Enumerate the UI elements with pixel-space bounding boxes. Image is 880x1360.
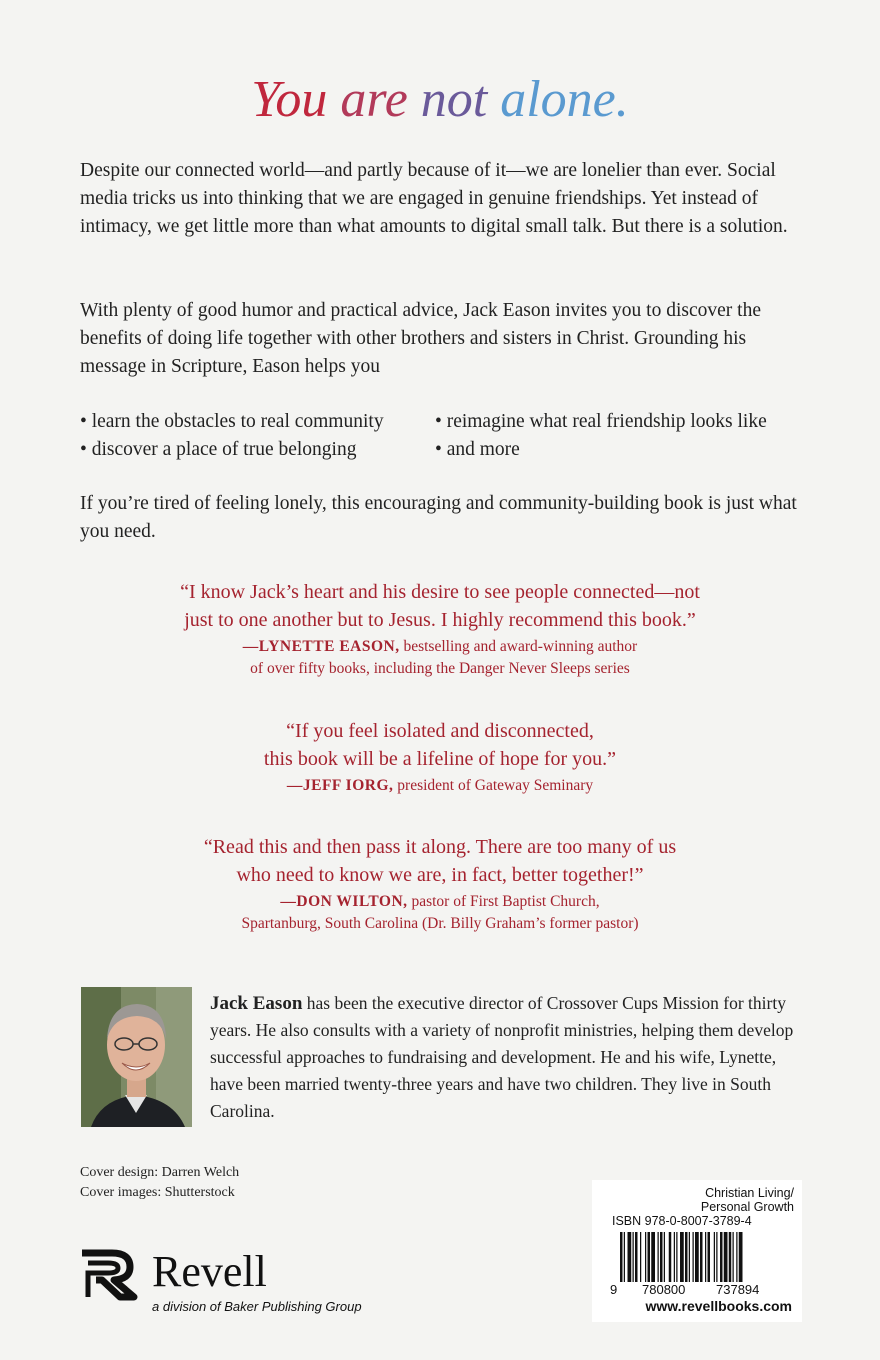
barcode-bar <box>733 1232 734 1282</box>
endorser-name: —JEFF IORG, <box>286 777 394 794</box>
barcode-bar <box>700 1232 703 1282</box>
barcode-bar <box>645 1232 646 1282</box>
endorsement-3 <box>0 833 880 935</box>
barcode-bar <box>736 1232 737 1282</box>
barcode-bar <box>628 1232 632 1282</box>
endorsement-attribution-line2: of over fifty books, including the Danger Never Sleeps series <box>250 660 630 677</box>
barcode-panel <box>592 1180 802 1322</box>
barcode-bar <box>695 1232 699 1282</box>
barcode-bar <box>658 1232 659 1282</box>
publisher-subtitle: a division of Baker Publishing Group <box>152 1299 362 1314</box>
endorsement-quote-line: “Read this and then pass it along. There are too many of us <box>203 836 677 858</box>
barcode-bar <box>680 1232 684 1282</box>
barcode-bar <box>689 1232 690 1282</box>
barcode-bar <box>693 1232 694 1282</box>
barcode-bar <box>676 1232 677 1282</box>
publisher-logo <box>78 1245 378 1325</box>
barcode-bar <box>708 1232 711 1282</box>
endorser-name: —LYNETTE EASON, <box>242 638 400 655</box>
headline-word-are: are <box>340 71 408 128</box>
book-category: Christian Living/ Personal Growth <box>700 1186 794 1214</box>
barcode-bar <box>620 1232 623 1282</box>
headline <box>0 70 880 130</box>
barcode-bar <box>739 1232 743 1282</box>
cover-design-credit: Cover design: Darren Welch <box>80 1165 240 1180</box>
barcode-bar <box>669 1232 672 1282</box>
barcode-digits: 780800 <box>642 1282 686 1296</box>
bullet-item: • reimagine what real friendship looks like <box>435 411 767 432</box>
isbn-number: ISBN 978-0-8007-3789-4 <box>612 1214 752 1228</box>
barcode-bar <box>729 1232 732 1282</box>
barcode-bar <box>685 1232 688 1282</box>
revell-r-icon <box>78 1249 142 1301</box>
bullet-item: • discover a place of true belonging <box>80 439 357 460</box>
barcode-bar <box>651 1232 655 1282</box>
endorsement-quote-line: who need to know we are, in fact, better together!” <box>236 864 644 886</box>
publisher-name: Revell <box>152 1247 267 1296</box>
summary-paragraph: With plenty of good humor and practical advice, Jack Eason invites you to discover the benefits of doing life together with other brothers and sisters in Christ. Grounding his message in Scripture, Eason helps you <box>80 300 761 377</box>
cover-images-credit: Cover images: Shutterstock <box>80 1185 235 1200</box>
endorsement-quote-line: “I know Jack’s heart and his desire to see people connected—not <box>180 581 700 603</box>
barcode-digits: 9 <box>610 1282 618 1296</box>
bullet-item: • and more <box>435 439 520 460</box>
barcode-bar <box>705 1232 706 1282</box>
endorsement-attribution: —DON WILTON, pastor of First Baptist Church, <box>280 893 600 910</box>
endorsement-quote-line: this book will be a lifeline of hope for you.” <box>263 748 617 770</box>
endorsement-quote-line: just to one another but to Jesus. I highly recommend this book.” <box>184 609 696 631</box>
closing-paragraph: If you’re tired of feeling lonely, this encouraging and community-building book is just what you need. <box>80 493 797 542</box>
barcode-bar <box>635 1232 638 1282</box>
barcode-graphic <box>608 1230 788 1300</box>
bullet-item: • learn the obstacles to real community <box>80 411 384 432</box>
author-photo <box>81 987 192 1127</box>
barcode-bar <box>720 1232 723 1282</box>
author-bio <box>210 990 810 1125</box>
intro-paragraph: Despite our connected world—and partly because of it—we are lonelier than ever. Social media tricks us into thinking that we are engaged in genuine friendships. Yet instead of intimacy, we get little more than what amounts to digital small talk. But there is a solution. <box>80 160 788 237</box>
publisher-website: www.revellbooks.com <box>645 1298 792 1314</box>
barcode-bar <box>648 1232 651 1282</box>
endorsement-attribution: —JEFF IORG, president of Gateway Seminary <box>286 777 594 794</box>
barcode-bar <box>624 1232 625 1282</box>
barcode-bar <box>674 1232 675 1282</box>
cover-credits <box>80 1163 239 1203</box>
author-name: Jack Eason <box>210 993 303 1014</box>
endorsement-attribution-line2: Spartanburg, South Carolina (Dr. Billy Graham’s former pastor) <box>241 915 639 932</box>
barcode-bar <box>714 1232 715 1282</box>
endorser-name: —DON WILTON, <box>280 893 408 910</box>
barcode-bar <box>660 1232 663 1282</box>
barcode-bar <box>640 1232 641 1282</box>
author-bio-text: has been the executive director of Crossover Cups Mission for thirty years. He also consults with a variety of nonprofit ministries, helping them develop successful approaches to fundraising and development. He and his wife, Lynette, have been married twenty-three years and have two children. They live in South Carolina. <box>210 993 794 1121</box>
headline-word-not: not <box>420 71 488 128</box>
endorsement-quote-line: “If you feel isolated and disconnected, <box>286 720 594 742</box>
headline-word-alone: alone. <box>500 71 629 128</box>
barcode-bar <box>724 1232 728 1282</box>
headline-word-you: You <box>251 71 328 128</box>
barcode-bar <box>633 1232 634 1282</box>
barcode-digits: 737894 <box>716 1282 760 1296</box>
barcode-bar <box>664 1232 665 1282</box>
endorsement-2 <box>0 717 880 797</box>
endorsement-1 <box>0 578 880 680</box>
barcode-bar <box>716 1232 717 1282</box>
endorsement-attribution: —LYNETTE EASON, bestselling and award-winning author <box>242 638 638 655</box>
bullet-list <box>80 408 820 464</box>
